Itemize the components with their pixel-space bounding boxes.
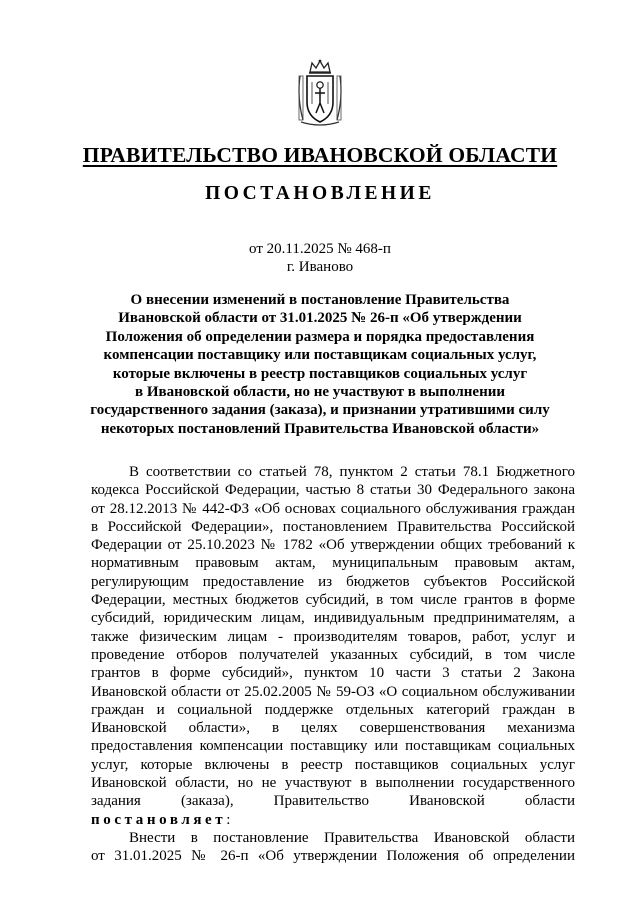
government-title: ПРАВИТЕЛЬСТВО ИВАНОВСКОЙ ОБЛАСТИ xyxy=(82,143,558,167)
subject-line: компенсации поставщику или поставщикам социальных услуг, xyxy=(103,347,537,364)
document-type-title: ПОСТАНОВЛЕНИЕ xyxy=(205,183,435,204)
subject-line: которые включены в реестр поставщиков социальных услуг xyxy=(112,365,528,382)
decree-colon: : xyxy=(226,811,231,828)
body-line: в Российской Федерации», постановлением Правительства Российской xyxy=(91,518,575,535)
document-subject xyxy=(70,291,570,438)
subject-line: некоторых постановлений Правительства Ивановской области» xyxy=(100,420,540,437)
body-line: услуг, которые включены в реестр поставщиков социальных услуг xyxy=(91,756,575,773)
body-line: от 28.12.2013 № 442-ФЗ «Об основах социального обслуживания граждан xyxy=(91,500,575,517)
body-text xyxy=(91,463,575,866)
body-line: задания (заказа), Правительство Ивановской области xyxy=(91,793,575,810)
subject-line: Ивановской области от 31.01.2025 № 26-п «Об утверждении xyxy=(118,310,522,327)
body-line: также физическим лицам - производителям товаров, работ, услуг и xyxy=(91,628,575,645)
date-number-block xyxy=(200,240,440,276)
body-line: грантов в форме субсидий», пунктом 10 части 3 статьи 2 Закона xyxy=(91,665,575,682)
body-line: Федерации, местных бюджетов субсидий, в том числе грантов в форме xyxy=(91,592,575,609)
decree-word: постановляет xyxy=(91,811,227,828)
body-line: регулирующим предоставление из бюджетов субъектов Российской xyxy=(91,573,575,590)
body-line: Федерации от 25.10.2023 № 1782 «Об утверждении общих требований к xyxy=(91,537,575,554)
body-line: граждан и социальной поддержке отдельных категорий граждан в xyxy=(91,701,575,718)
body-line: предоставления компенсации поставщику или поставщикам социальных xyxy=(91,738,575,755)
body-line: Ивановской области от 25.02.2005 № 59-ОЗ «О социальном обслуживании xyxy=(91,683,575,700)
date-and-number: от 20.11.2025 № 468-п xyxy=(249,241,391,257)
subject-line: Положения об определении размера и порядка предоставления xyxy=(105,328,535,345)
body-line: нормативным правовым актам, муниципальным правовым актам, xyxy=(91,555,575,572)
body-line: В соответствии со статьей 78, пунктом 2 статьи 78.1 Бюджетного xyxy=(129,464,575,480)
coat-of-arms-icon xyxy=(295,58,345,128)
item-line: Внести в постановление Правительства Ивановской области xyxy=(129,829,575,846)
body-line: Ивановской области, но не участвуют в выполнении государственного xyxy=(91,775,575,792)
subject-line: в Ивановской области, но не участвуют в выполнении xyxy=(134,384,506,401)
body-line: проведение отборов получателей указанных субсидий, в том числе xyxy=(91,646,575,663)
subject-line: О внесении изменений в постановление Правительства xyxy=(130,292,510,308)
city: г. Иваново xyxy=(286,259,354,275)
item-line: от 31.01.2025 № 26-п «Об утверждении Положения об определении xyxy=(91,848,575,865)
body-line: Ивановской области», в целях совершенствования механизма xyxy=(91,720,575,737)
subject-line: государственного задания (заказа), и признании утратившими силу xyxy=(90,402,550,419)
body-line: кодекса Российской Федерации, частью 8 статьи 30 Федерального закона xyxy=(91,482,575,499)
decree-line xyxy=(91,811,575,829)
body-line: субсидий, юридическим лицам, индивидуальным предпринимателям, а xyxy=(91,610,575,627)
